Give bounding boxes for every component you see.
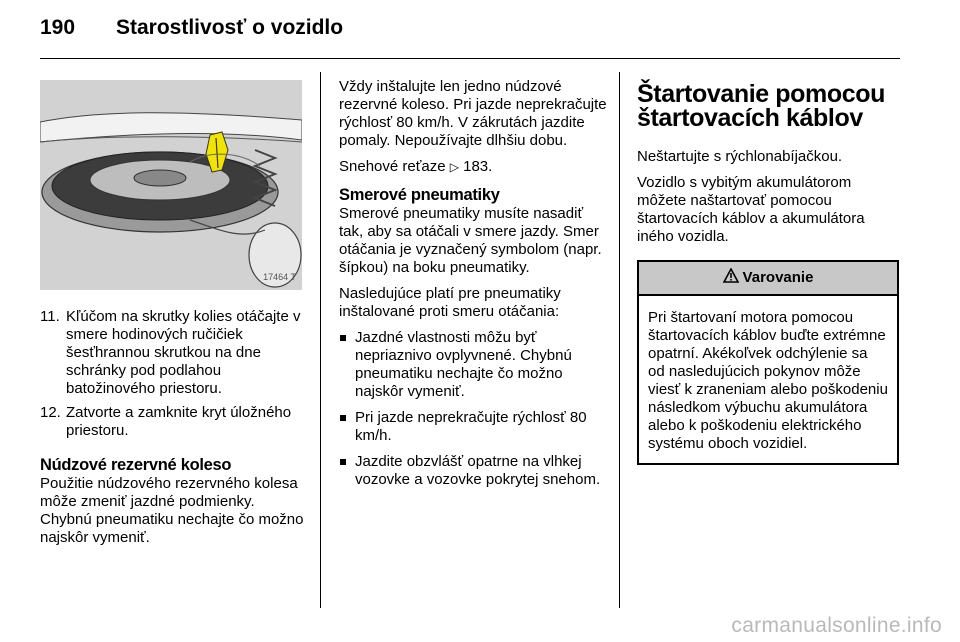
warning-header [639, 262, 897, 296]
page-number: 190 [40, 16, 76, 39]
warning-text: Pri štartovaní motora pomocou štartovacích káblov buďte extrémne opatrní. Akékoľvek odchýlenie sa od nasledujúcich pokynov môže viesť k zraneniam alebo poškodeniu následkom výbuchu akumulátora alebo k poškodeniu elektrického systému oboch vozidiel. [648, 309, 888, 452]
spare-wheel-illustration [40, 80, 302, 290]
bullet-icon [340, 335, 346, 341]
list-item [339, 409, 609, 445]
column-divider-right [619, 72, 620, 608]
column-left [40, 80, 308, 555]
list-item [40, 308, 308, 398]
spare-wheel-text: Použitie núdzového rezervného kolesa môže zmeniť jazdné podmienky. Chybnú pneumatiku nechajte čo možno najskôr vymeniť. [40, 475, 304, 546]
figure-id: 17464 T [263, 272, 296, 282]
paragraph: Smerové pneumatiky musíte nasadiť tak, aby sa otáčali v smere jazdy. Smer otáčania je vyznačený symbolom (napr. šípkou) na boku pneumatiky. [339, 205, 602, 276]
page-title: Starostlivosť o vozidlo [116, 16, 344, 39]
paragraph: Vozidlo s vybitým akumulátorom môžete naštartovať pomocou štartovacích káblov a akumulátora iného vozidla. [637, 174, 865, 245]
snow-chains-reference [339, 158, 609, 176]
page-reference-icon: ▷ [449, 160, 459, 174]
step-number: 11. [40, 308, 60, 325]
step-text: Kľúčom na skrutky kolies otáčajte v smere hodinových ručičiek šesťhrannou skrutkou na dne schránky pod podlahou batožinového priestoru. [66, 308, 301, 397]
warning-box [637, 260, 899, 465]
step-list [40, 308, 308, 440]
paragraph: Nasledujúce platí pre pneumatiky inštalované proti smeru otáčania: [339, 285, 561, 320]
watermark: carmanualsonline.info [731, 614, 942, 637]
spare-wheel-heading: Núdzové rezervné koleso [40, 456, 232, 474]
step-text: Zatvorte a zamknite kryt úložného priestoru. [66, 404, 292, 439]
warning-triangle-icon [723, 268, 739, 288]
warning-label: Varovanie [742, 269, 814, 286]
paragraph: Neštartujte s rýchlonabíjačkou. [637, 148, 843, 165]
column-divider-left [320, 72, 321, 608]
list-item [40, 404, 308, 440]
header-rule [40, 58, 900, 59]
list-item [339, 329, 609, 401]
paragraph: Vždy inštalujte len jedno núdzové rezervné koleso. Pri jazde neprekračujte rýchlosť 80 km/h. V zákrutách jazdite pomaly. Nepoužívajte dlhšiu dobu. [339, 78, 607, 149]
snow-chains-link[interactable]: 183. [463, 158, 493, 175]
jump-start-heading: Štartovanie pomocou štartovacích káblov [637, 80, 885, 132]
bullet-text: Jazdite obzvlášť opatrne na vlhkej vozovke a vozovke pokrytej snehom. [355, 453, 601, 488]
column-middle [339, 78, 609, 497]
bullet-text: Jazdné vlastnosti môžu byť nepriaznivo ovplyvnené. Chybnú pneumatiku nechajte čo možno najskôr vymeniť. [355, 329, 572, 400]
column-right [637, 82, 902, 465]
bullet-icon [340, 415, 346, 421]
step-number: 12. [40, 404, 61, 421]
list-item [339, 453, 609, 489]
bullet-text: Pri jazde neprekračujte rýchlosť 80 km/h. [355, 409, 587, 444]
snow-chains-text: Snehové reťaze [339, 158, 446, 175]
bullet-icon [340, 459, 346, 465]
bullet-list [339, 329, 609, 489]
directional-tyres-heading: Smerové pneumatiky [339, 186, 500, 204]
